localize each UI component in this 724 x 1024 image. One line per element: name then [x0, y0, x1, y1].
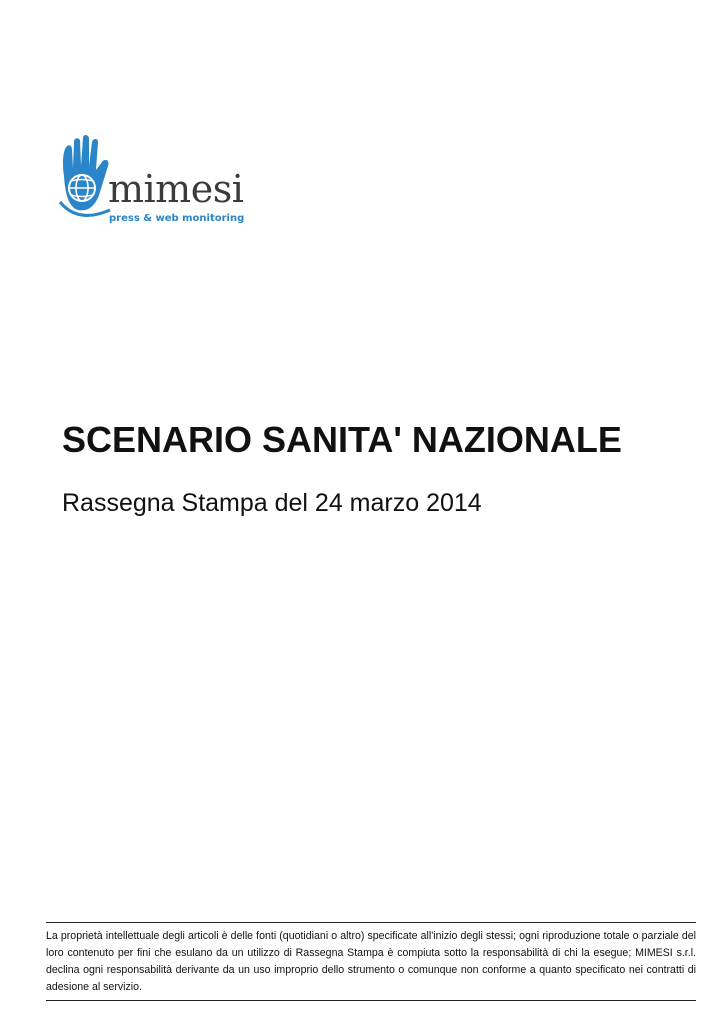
document-title: SCENARIO SANITA' NAZIONALE — [62, 419, 622, 460]
document-subtitle: Rassegna Stampa del 24 marzo 2014 — [62, 489, 482, 517]
logo-tagline: press & web monitoring — [109, 213, 245, 224]
footer-divider-top — [46, 922, 696, 923]
mimesi-logo — [58, 132, 245, 230]
logo-wordmark: mimesi — [108, 167, 244, 211]
footer-divider-bottom — [46, 1000, 696, 1001]
copyright-disclaimer: La proprietà intellettuale degli articoli è delle fonti (quotidiani o altro) specificate all'inizio degli stessi; ogni riproduzione totale o parziale del loro contenuto per fini che esulano da un utilizzo di Rassegna Stampa è compiuta sotto la responsabilità di chi la esegue; MIMESI s.r.l. declina ogni responsabilità derivante da un uso improprio dello strumento o comunque non conforme a quanto specificato nei contratti di adesione al servizio. — [46, 930, 696, 993]
